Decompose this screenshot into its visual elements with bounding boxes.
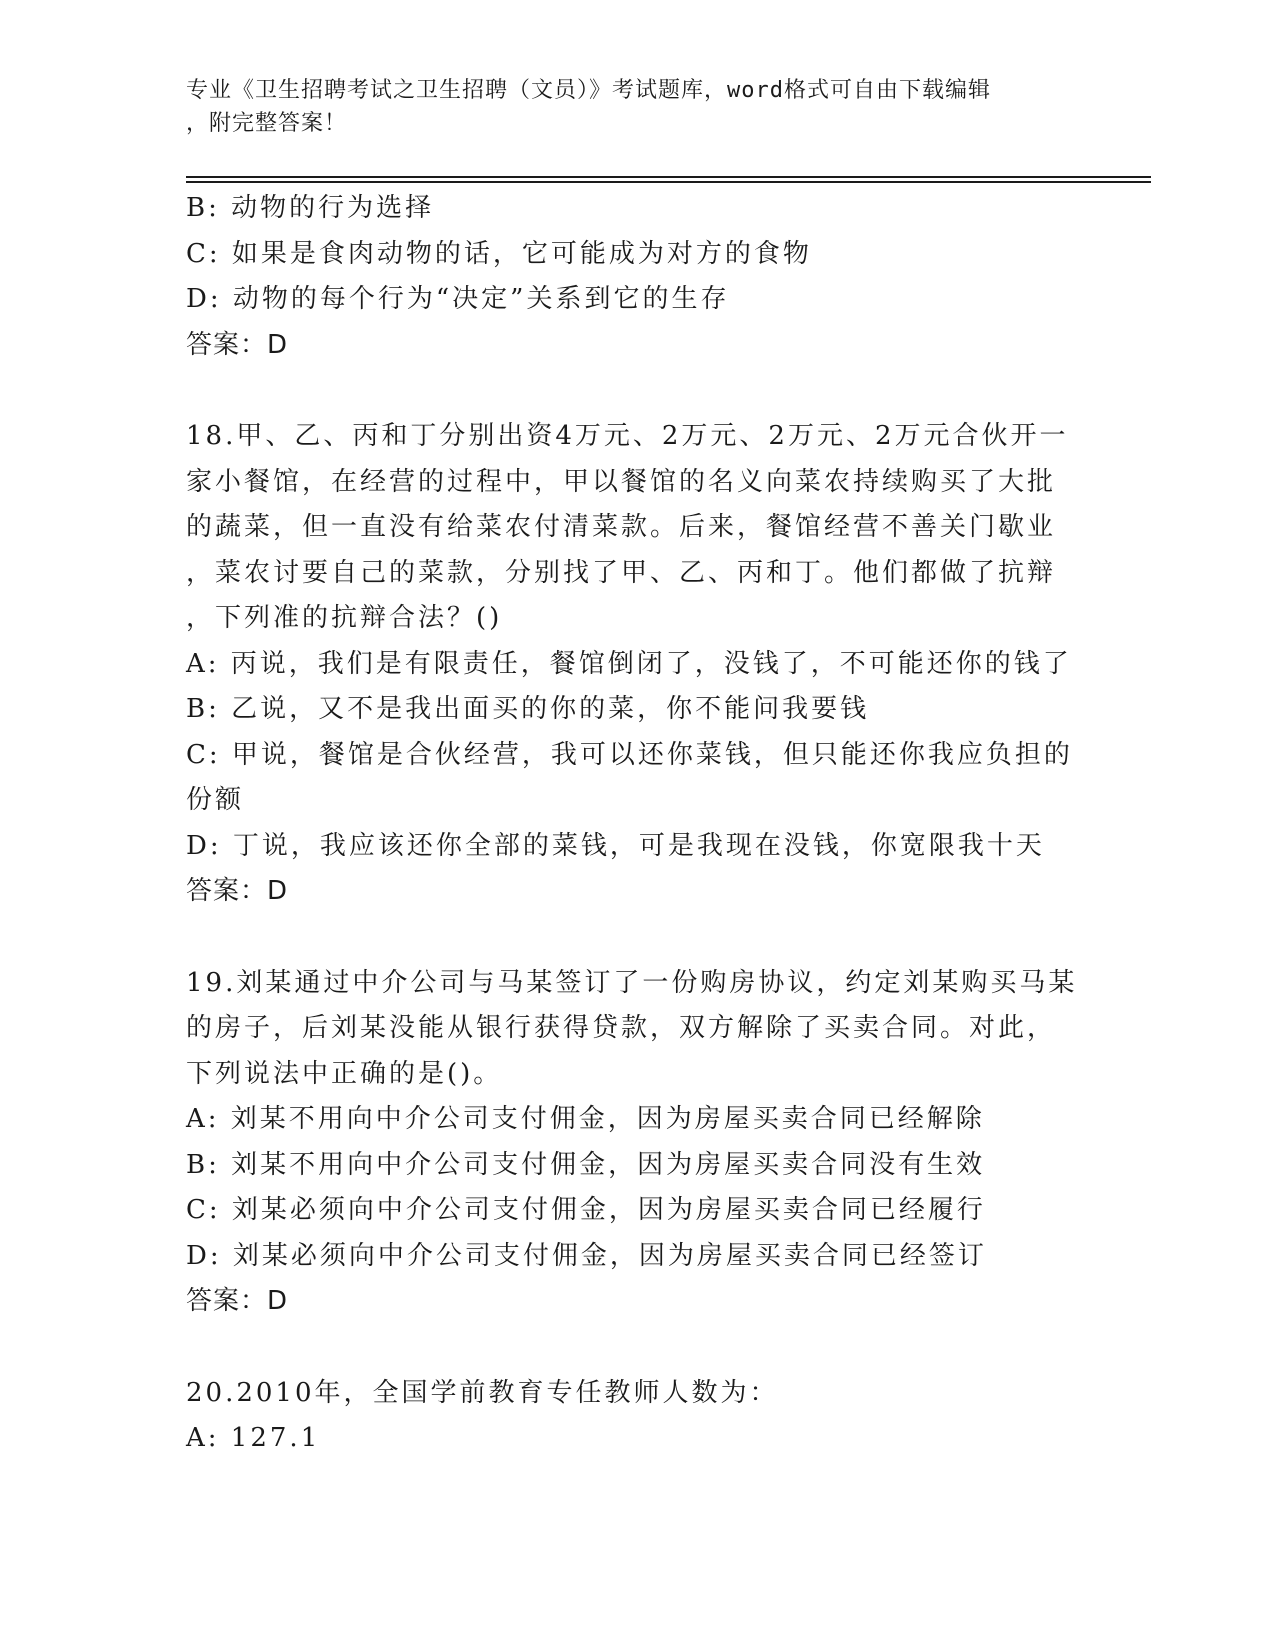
- answer-line: 答案：D: [186, 876, 289, 906]
- question-19: [186, 961, 1086, 1325]
- option-a: A: 127.1: [186, 1423, 321, 1453]
- header-line-2: ，附完整答案！: [186, 111, 348, 136]
- spacer: [186, 1325, 1086, 1371]
- option-b: B: 乙说，又不是我出面买的你的菜，你不能问我要钱: [186, 694, 870, 724]
- question-stem-line: ，下列准的抗辩合法？(): [186, 603, 503, 633]
- document-body: [186, 186, 1086, 1462]
- option-c: C: 刘某必须向中介公司支付佣金，因为房屋买卖合同已经履行: [186, 1195, 986, 1225]
- option-d: D: 丁说，我应该还你全部的菜钱，可是我现在没钱，你宽限我十天: [186, 830, 1045, 861]
- question-stem-line: 18.甲、乙、丙和丁分别出资4万元、2万元、2万元、2万元合伙开一: [186, 421, 1069, 451]
- option-b: B: 动物的行为选择: [186, 193, 435, 223]
- question-stem-line: 家小餐馆，在经营的过程中，甲以餐馆的名义向菜农持续购买了大批: [186, 466, 1057, 497]
- spacer: [186, 915, 1086, 961]
- option-a: A: 丙说，我们是有限责任，餐馆倒闭了，没钱了，不可能还你的钱了: [186, 648, 1072, 679]
- question-stem-line: 20.2010年，全国学前教育专任教师人数为：: [186, 1377, 779, 1408]
- answer-line: 答案：D: [186, 1286, 289, 1316]
- answer-line: 答案：D: [186, 329, 289, 360]
- option-b: B: 刘某不用向中介公司支付佣金，因为房屋买卖合同没有生效: [186, 1149, 986, 1180]
- option-d: D: 刘某必须向中介公司支付佣金，因为房屋买卖合同已经签订: [186, 1240, 987, 1271]
- option-a: A: 刘某不用向中介公司支付佣金，因为房屋买卖合同已经解除: [186, 1104, 985, 1134]
- question-stem-line: ，菜农讨要自己的菜款，分别找了甲、乙、丙和丁。他们都做了抗辩: [186, 557, 1057, 588]
- question-17: [186, 186, 1086, 368]
- header-divider-bottom: [186, 181, 1151, 183]
- option-d: D: 动物的每个行为“决定”关系到它的生存: [186, 284, 730, 314]
- option-c: C: 甲说，餐馆是合伙经营，我可以还你菜钱，但只能还你我应负担的: [186, 739, 1073, 770]
- header-line-1: 专业《卫生招聘考试之卫生招聘（文员）》考试题库，word格式可自由下载编辑: [186, 78, 991, 103]
- question-stem-line: 下列说法中正确的是()。: [186, 1058, 503, 1089]
- header-divider-top: [186, 176, 1151, 178]
- spacer: [186, 368, 1086, 414]
- question-stem-line: 19.刘某通过中介公司与马某签订了一份购房协议，约定刘某购买马某: [186, 967, 1078, 998]
- option-c-continued: 份额: [186, 785, 245, 815]
- question-18: [186, 414, 1086, 915]
- question-20: [186, 1371, 1086, 1462]
- page-header: [186, 74, 1066, 140]
- question-stem-line: 的蔬菜，但一直没有给菜农付清菜款。后来，餐馆经营不善关门歇业: [186, 512, 1057, 542]
- option-c: C: 如果是食肉动物的话，它可能成为对方的食物: [186, 238, 812, 269]
- question-stem-line: 的房子，后刘某没能从银行获得贷款，双方解除了买卖合同。对此，: [186, 1013, 1057, 1043]
